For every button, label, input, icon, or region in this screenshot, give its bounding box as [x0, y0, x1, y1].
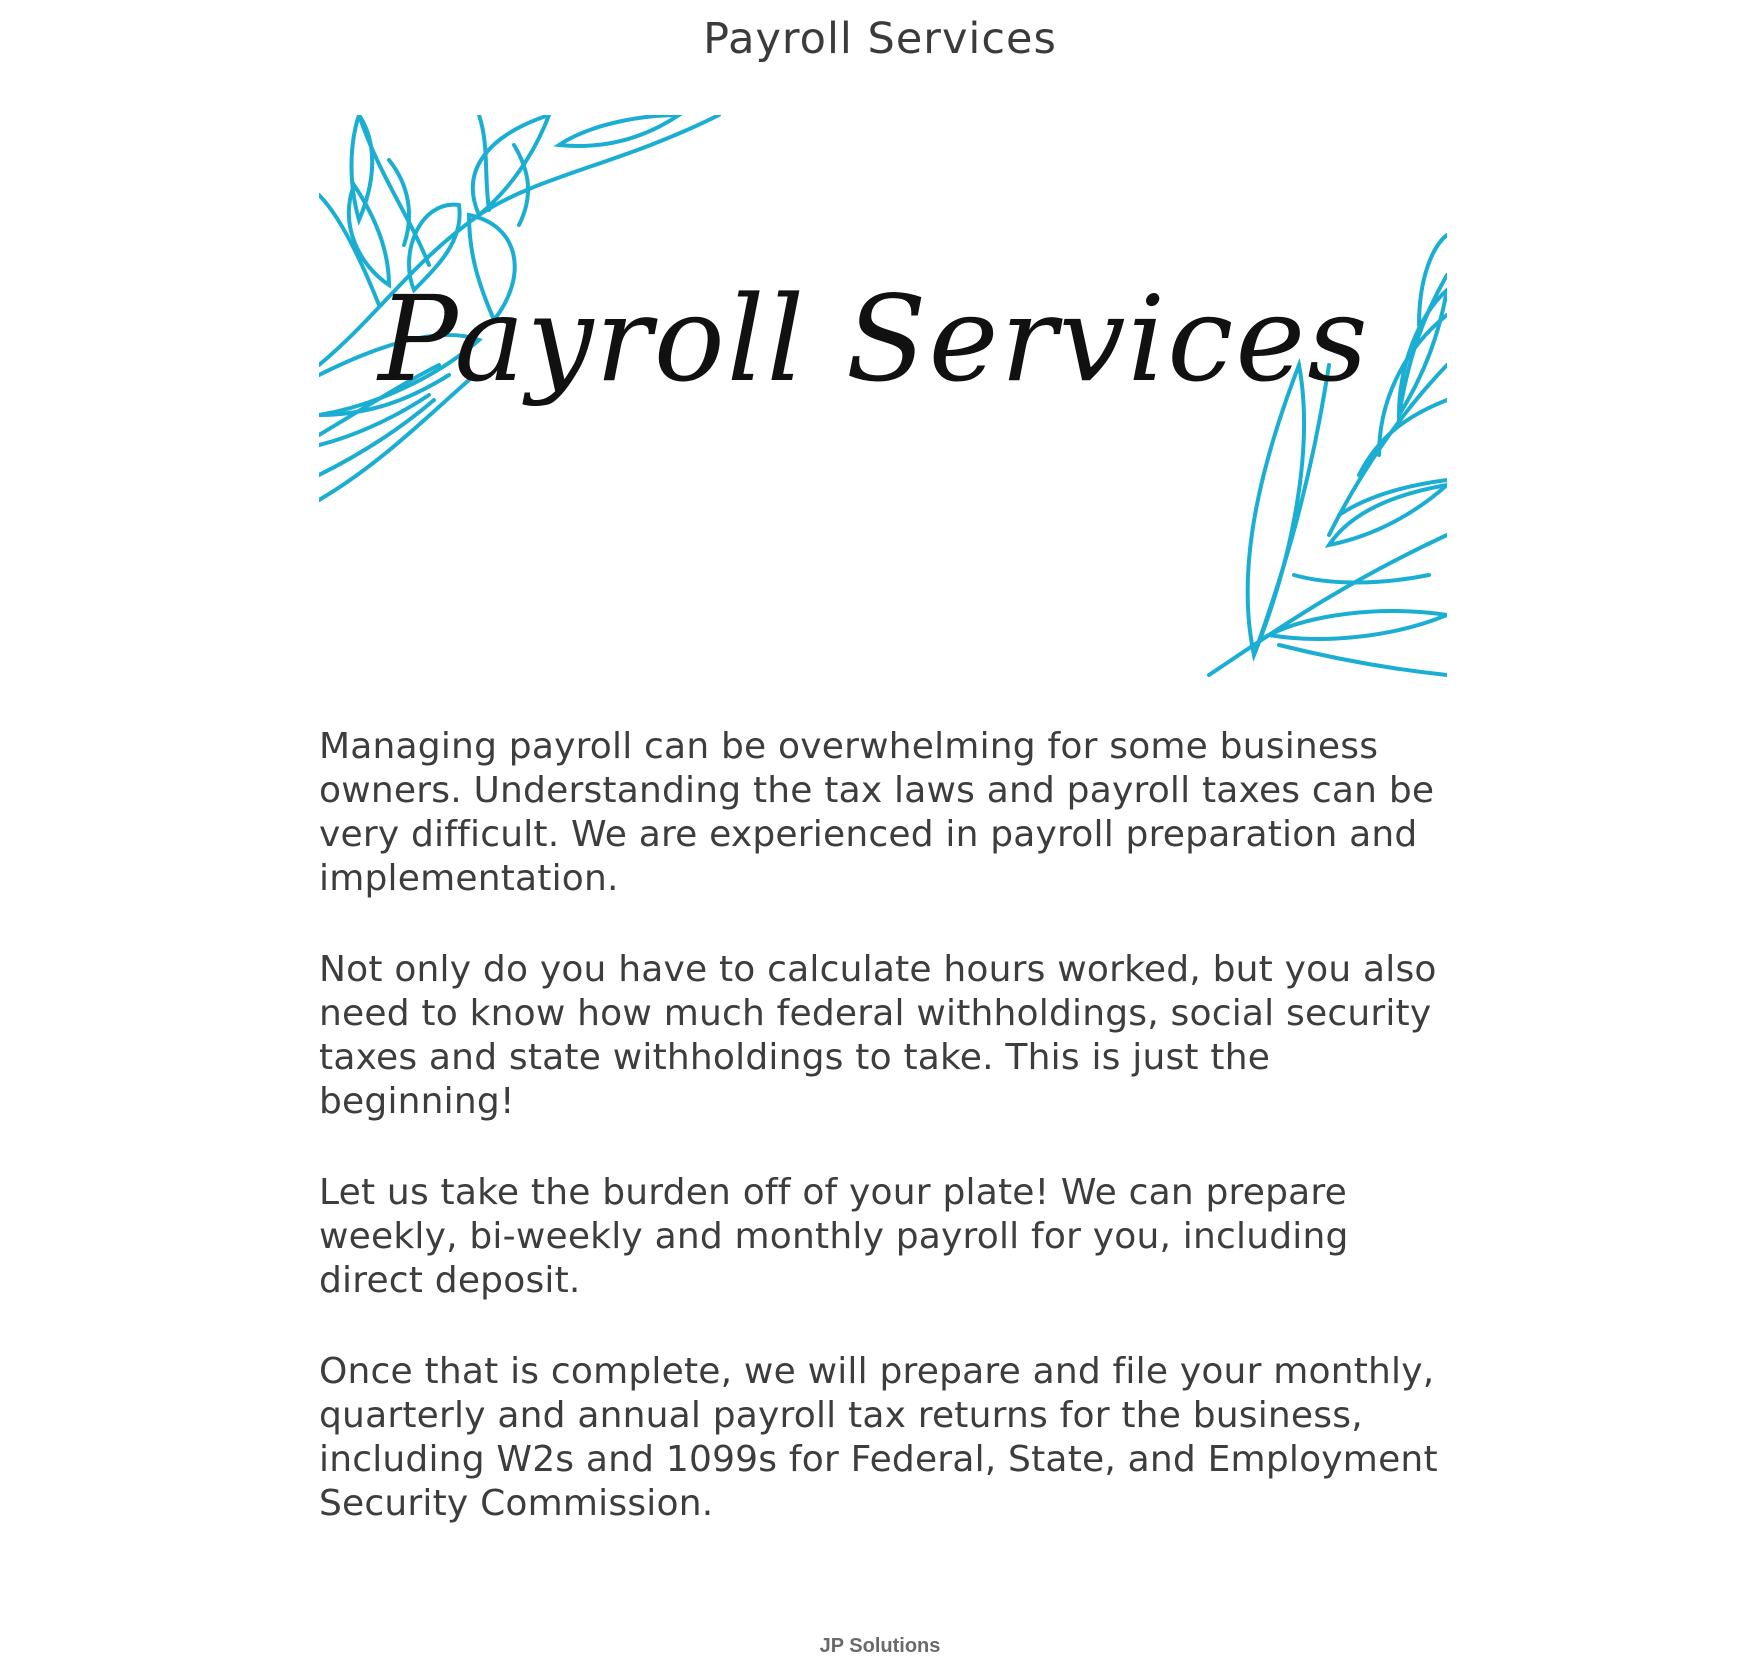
- paragraph-tax-returns: Once that is complete, we will prepare and file your monthly, quarterly and annual payroll tax returns for the business, including W2s and 1099s for Federal, State, and Employment Security Commission.: [319, 1351, 1438, 1524]
- paragraph-intro: Managing payroll can be overwhelming for some business owners. Understanding the tax laws and payroll taxes can be very difficult. We are experienced in payroll preparation and implementation.: [319, 726, 1435, 899]
- paragraph-calculation: Not only do you have to calculate hours worked, but you also need to know how much federal withholdings, social security taxes and state withholdings to take. This is just the beginning!: [319, 949, 1437, 1122]
- banner-script-title: Payroll Services: [378, 270, 1370, 408]
- content-body: [319, 725, 1459, 1573]
- payroll-banner-image: [319, 115, 1447, 680]
- paragraph-offer: Let us take the burden off of your plate! We can prepare weekly, bi-weekly and monthly payroll for you, including direct deposit.: [319, 1172, 1349, 1301]
- page-title: Payroll Services: [703, 14, 1057, 64]
- footer-brand: JP Solutions: [819, 1635, 941, 1657]
